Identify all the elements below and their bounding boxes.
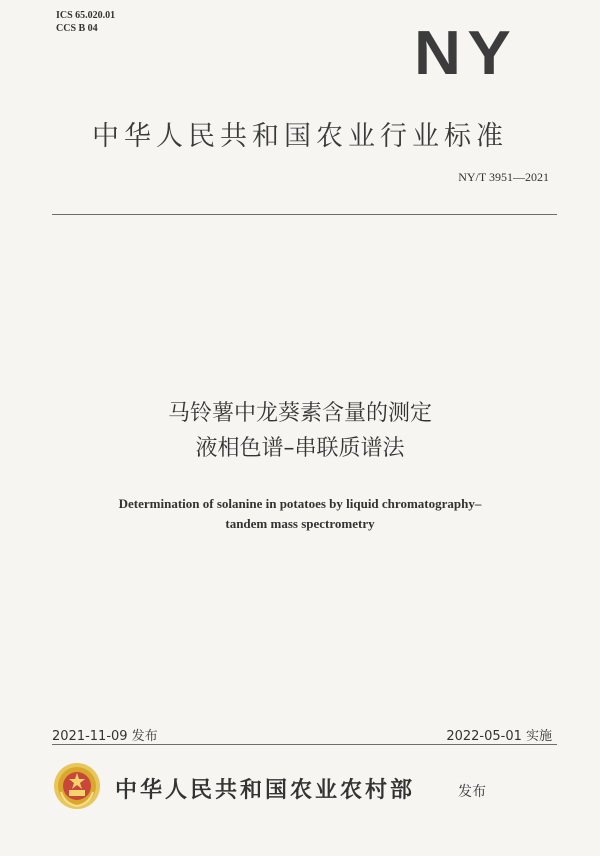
implementation-date: 2022-05-01 实施: [446, 729, 552, 744]
issued-label: 发布: [458, 784, 486, 800]
footer-divider: [52, 744, 557, 745]
title-cn-line2: 液相色谱–串联质谱法: [195, 436, 405, 461]
header-divider: [52, 214, 557, 215]
standard-category-title: 中华人民共和国农业行业标准: [92, 121, 508, 152]
national-emblem-icon: [53, 762, 101, 810]
title-en-line1: Determination of solanine in potatoes by liquid chromatography–: [118, 496, 482, 511]
title-cn-line1: 马铃薯中龙葵素含量的测定: [167, 401, 432, 426]
publisher-name: 中华人民共和国农业农村部: [115, 777, 416, 803]
title-en-line2: tandem mass spectrometry: [225, 516, 375, 531]
document-title-cn: [0, 396, 600, 466]
ny-logo: NY: [414, 19, 518, 88]
standard-number: NY/T 3951—2021: [458, 170, 549, 184]
issue-date: 2021-11-09 发布: [52, 729, 158, 744]
document-title-en: [0, 494, 600, 534]
classification-codes: [56, 9, 115, 35]
ccs-code: CCS B 04: [56, 23, 98, 34]
ics-code: ICS 65.020.01: [56, 10, 116, 21]
